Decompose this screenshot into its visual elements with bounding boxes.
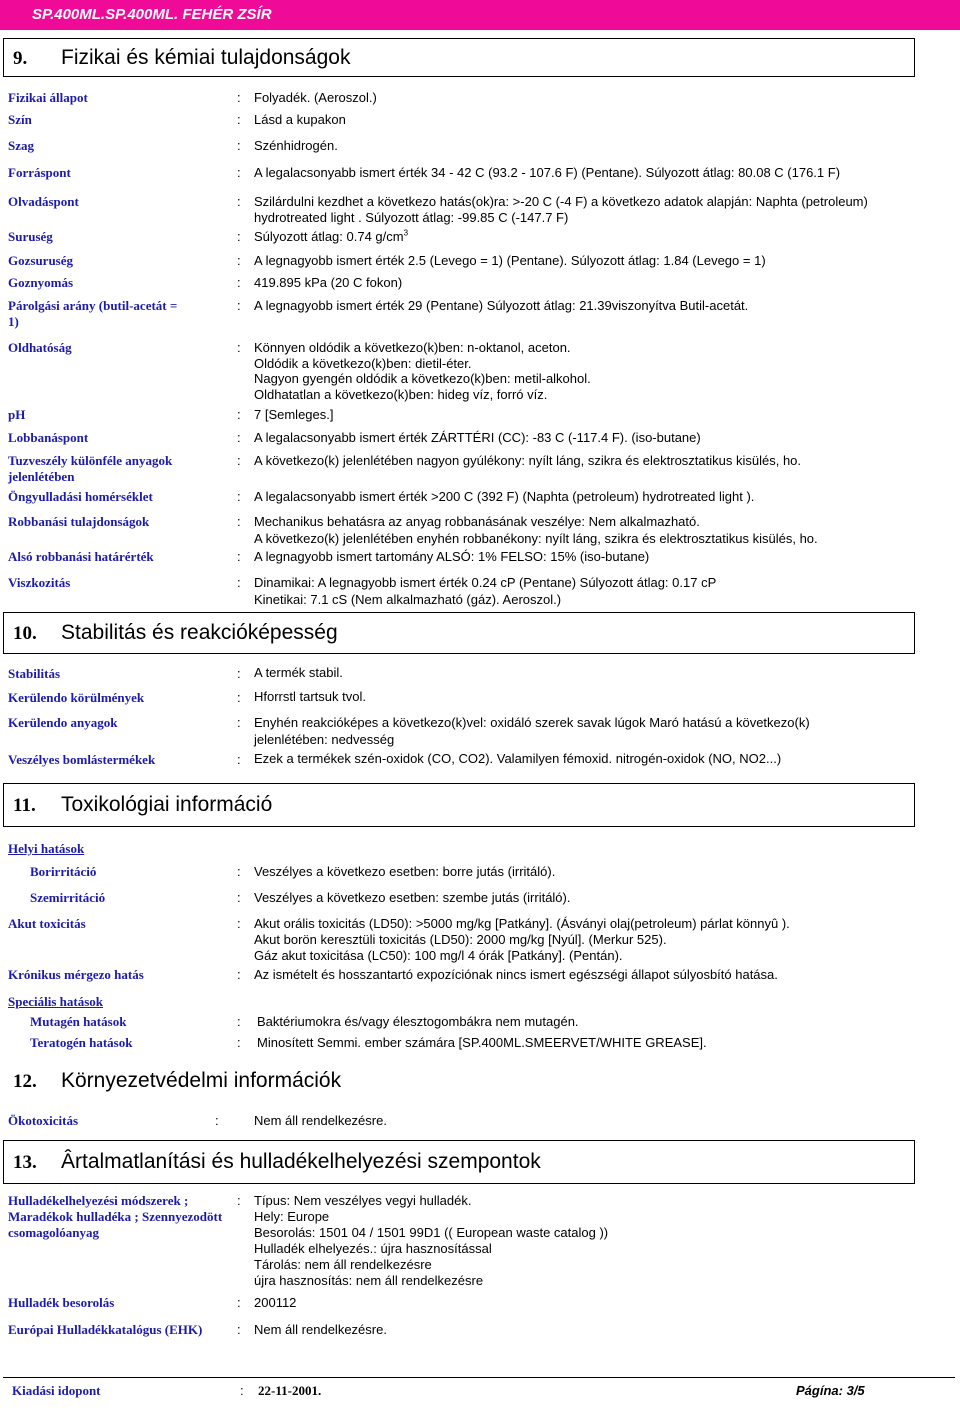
separator: : xyxy=(240,1383,244,1398)
section-12-header xyxy=(3,1060,915,1102)
row-label: Párolgási arány (butil-acetát = 1) xyxy=(8,298,178,329)
row-value: Minosített Semmi. ember számára [SP.400ML.SMEERVET/WHITE GREASE]. xyxy=(257,1035,707,1050)
separator: : xyxy=(237,340,241,355)
separator: : xyxy=(237,690,241,705)
section-title: Toxikológiai információ xyxy=(61,793,273,816)
row-value: A következo(k) jelenlétében nagyon gyúlékony: nyílt láng, szikra és elektrosztatikus kisülés, ho. xyxy=(254,453,802,468)
separator: : xyxy=(237,666,241,681)
row-value: Nem áll rendelkezésre. xyxy=(254,1322,387,1337)
row-value: A legnagyobb ismert érték 2.5 (Levego = 1) (Pentane). Súlyozott átlag: 1.84 (Levego = 1) xyxy=(254,253,766,268)
separator: : xyxy=(237,514,241,529)
footer-divider xyxy=(3,1377,955,1378)
separator: : xyxy=(237,229,241,244)
row-value: Nem áll rendelkezésre. xyxy=(254,1113,387,1128)
row-value: A termék stabil. xyxy=(254,665,343,680)
separator: : xyxy=(237,549,241,564)
row-value: Dinamikai: A legnagyobb ismert érték 0.24 cP (Pentane) Súlyozott átlag: 0.17 cP Kinetikai: 7.1 cS (Nem alkalmazható (gáz). Aeroszol.) xyxy=(254,575,717,607)
section-title: Fizikai és kémiai tulajdonságok xyxy=(61,46,351,69)
separator: : xyxy=(237,575,241,590)
row-value: Akut orális toxicitás (LD50): >5000 mg/kg [Patkány]. (Ásványi olaj(petroleum) párlat könnyû ). Akut borön keresztüli toxicitás (LD50): 2000 mg/kg [Nyúl]. (Merkur 525). Gáz akut toxicitása (LC50): 100 mg/l 4 órák [Patkány]. (Pentán). xyxy=(254,916,790,963)
section-title: Ârtalmatlanítási és hulladékelhelyezési szempontok xyxy=(61,1150,541,1173)
row-label: Alsó robbanási határérték xyxy=(8,549,154,564)
subsection-special-effects: Speciális hatások xyxy=(8,994,103,1009)
row-value: A legalacsonyabb ismert érték 34 - 42 C (93.2 - 107.6 F) (Pentane). Súlyozott átlag: 80.08 C (176.1 F) xyxy=(254,165,841,180)
section-title: Stabilitás és reakcióképesség xyxy=(61,621,338,644)
row-label: pH xyxy=(8,407,26,422)
section-number: 12. xyxy=(13,1071,37,1092)
row-value: Szénhidrogén. xyxy=(254,138,338,153)
section-number: 9. xyxy=(13,48,28,69)
separator: : xyxy=(237,1035,241,1050)
separator: : xyxy=(237,1014,241,1029)
row-label: Hulladék besorolás xyxy=(8,1295,115,1310)
row-label: Olvadáspont xyxy=(8,194,79,209)
separator: : xyxy=(237,890,241,905)
row-value: Mechanikus behatásra az anyag robbanásának veszélye: Nem alkalmazható. A következo(k) jelenlétében enyhén robbanékony: nyílt láng, szikra és elektrosztatikus kisülés, ho. xyxy=(254,514,818,546)
row-value: A legnagyobb ismert érték 29 (Pentane) Súlyozott átlag: 21.39viszonyítva Butil-acetát. xyxy=(254,298,749,313)
superscript: 3 xyxy=(403,228,409,238)
separator: : xyxy=(237,967,241,982)
separator: : xyxy=(237,1193,241,1208)
separator: : xyxy=(237,864,241,879)
row-value: Veszélyes a következo esetben: szembe jutás (irritáló). xyxy=(254,890,571,905)
separator: : xyxy=(237,90,241,105)
row-label: Gozsuruség xyxy=(8,253,73,268)
subsection-local-effects: Helyi hatások xyxy=(8,841,85,856)
row-label: Fizikai állapot xyxy=(8,90,88,105)
row-value: Baktériumokra és/vagy élesztogombákra nem mutagén. xyxy=(257,1014,579,1029)
row-value: Folyadék. (Aeroszol.) xyxy=(254,90,377,105)
separator: : xyxy=(237,138,241,153)
row-value: Ezek a termékek szén-oxidok (CO, CO2). Valamilyen fémoxid. nitrogén-oxidok (NO, NO2...) xyxy=(254,751,782,766)
separator: : xyxy=(237,165,241,180)
row-value: Szilárdulni kezdhet a következo hatás(ok)ra: >-20 C (-4 F) a következo adatok alapján: Naphta (petroleum) hydrotreated light . Súlyozott átlag: -99.85 C (-147.7 F) xyxy=(254,194,868,225)
row-value: Hforrstl tartsuk tvol. xyxy=(254,689,366,704)
row-value: Könnyen oldódik a következo(k)ben: n-oktanol, aceton. Oldódik a következo(k)ben: dietil-éter. Nagyon gyengén oldódik a következo(k)ben: metil-alkohol. Oldhatatlan a következo(k)ben: hideg víz, forró víz. xyxy=(254,340,591,403)
row-value: A legalacsonyabb ismert érték >200 C (392 F) (Naphta (petroleum) hydrotreated light ). xyxy=(254,489,755,504)
row-label: Akut toxicitás xyxy=(8,916,86,931)
row-label: Viszkozitás xyxy=(8,575,71,590)
page-number: Págína: 3/5 xyxy=(796,1383,865,1398)
row-label: Stabilitás xyxy=(8,666,61,681)
row-label: Borirritáció xyxy=(30,864,97,879)
row-label: Oldhatóság xyxy=(8,340,72,355)
row-label: Európai Hulladékkatalógus (EHK) xyxy=(8,1322,203,1337)
separator: : xyxy=(237,298,241,313)
row-label: Goznyomás xyxy=(8,275,73,290)
row-value: A legalacsonyabb ismert érték ZÁRTTÉRI (CC): -83 C (-117.4 F). (iso-butane) xyxy=(254,430,701,445)
separator: : xyxy=(237,275,241,290)
separator: : xyxy=(215,1113,219,1128)
row-label: Robbanási tulajdonságok xyxy=(8,514,150,529)
separator: : xyxy=(237,407,241,422)
row-label: Lobbanáspont xyxy=(8,430,89,445)
row-label: Szemirritáció xyxy=(30,890,106,905)
section-9-header xyxy=(3,38,915,77)
row-label: Öngyulladási homérséklet xyxy=(8,489,153,504)
row-label: Krónikus mérgezo hatás xyxy=(8,967,144,982)
row-value: Típus: Nem veszélyes vegyi hulladék. Hely: Europe Besorolás: 1501 04 / 1501 99D1 (( European waste catalog )) Hulladék elhelyezés.: újra hasznosítással Tárolás: nem áll rendelkezésre újra hasznosítás: nem áll rendelkezésre xyxy=(254,1193,609,1288)
row-value: Súlyozott átlag: 0.74 $g/cm^3$ xyxy=(254,228,409,244)
row-label: Hulladékelhelyezési módszerek ; Maradékok hulladéka ; Szennyezodött csomagolóanyag xyxy=(8,1193,223,1240)
separator: : xyxy=(237,916,241,931)
row-label: Teratogén hatások xyxy=(30,1035,133,1050)
row-value: Veszélyes a következo esetben: borre jutás (irritáló). xyxy=(254,864,556,879)
row-label: Ökotoxicitás xyxy=(8,1113,79,1128)
separator: : xyxy=(237,715,241,730)
row-label: Szín xyxy=(8,112,32,127)
section-13-header xyxy=(3,1140,915,1184)
separator: : xyxy=(237,112,241,127)
separator: : xyxy=(237,1322,241,1337)
product-name: SP.400ML.SP.400ML. FEHÉR ZSÍR xyxy=(32,6,272,23)
row-label: Szag xyxy=(8,138,34,153)
row-label: Suruség xyxy=(8,229,53,244)
row-value: 7 [Semleges.] xyxy=(254,407,334,422)
issue-date: 22-11-2001. xyxy=(258,1383,322,1398)
separator: : xyxy=(237,1295,241,1310)
separator: : xyxy=(237,752,241,767)
row-label: Forráspont xyxy=(8,165,71,180)
row-value: 200112 xyxy=(254,1295,297,1310)
section-10-header xyxy=(3,612,915,654)
row-label: Tuzveszély különféle anyagok jelenlétében xyxy=(8,453,173,484)
row-label: Kerülendo körülmények xyxy=(8,690,145,705)
section-number: 10. xyxy=(13,623,37,644)
section-number: 11. xyxy=(13,795,36,816)
row-value: 419.895 kPa (20 C fokon) xyxy=(254,275,403,290)
separator: : xyxy=(237,453,241,468)
row-value: Az ismételt és hosszantartó expozíciónak nincs ismert egészségi állapot súlyosbító hatása. xyxy=(254,967,778,982)
row-value: Enyhén reakcióképes a következo(k)vel: oxidáló szerek savak lúgok Maró hatású a következo(k) jelenlétében: nedvesség xyxy=(254,715,810,747)
row-label: Veszélyes bomlástermékek xyxy=(8,752,156,767)
row-label: Kerülendo anyagok xyxy=(8,715,118,730)
section-title: Környezetvédelmi információk xyxy=(61,1069,342,1092)
separator: : xyxy=(237,194,241,209)
section-number: 13. xyxy=(13,1152,37,1173)
separator: : xyxy=(237,253,241,268)
separator: : xyxy=(237,489,241,504)
separator: : xyxy=(237,430,241,445)
row-label: Mutagén hatások xyxy=(30,1014,127,1029)
row-value: Lásd a kupakon xyxy=(254,112,346,127)
row-value: A legnagyobb ismert tartomány ALSÓ: 1% FELSO: 15% (iso-butane) xyxy=(254,549,650,564)
section-11-header xyxy=(3,783,915,827)
issue-date-label: Kiadási idopont xyxy=(12,1383,101,1398)
